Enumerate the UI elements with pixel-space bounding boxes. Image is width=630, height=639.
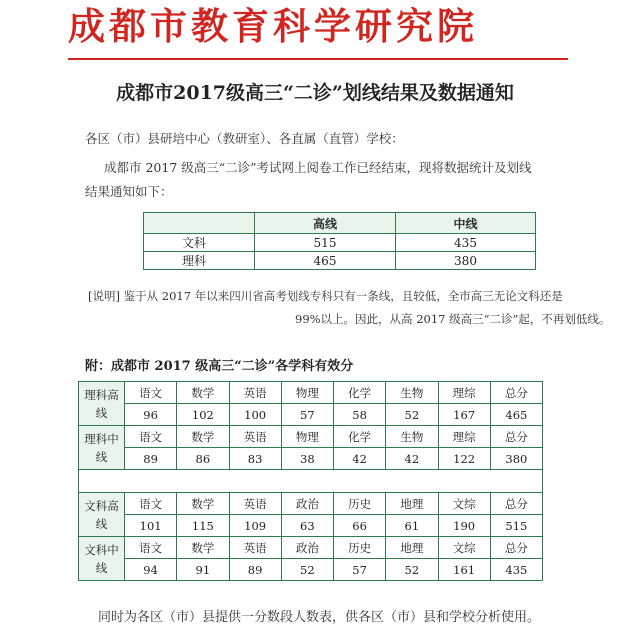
score-cell: 122: [438, 448, 490, 470]
subject-cell: 政治: [281, 537, 333, 559]
score-value-row: [79, 559, 543, 581]
score-cell: 86: [177, 448, 229, 470]
score-cell: 102: [177, 404, 229, 426]
score-subject-row: [79, 493, 543, 515]
subject-cell: 英语: [229, 426, 281, 448]
cutoff-cell: 465: [255, 252, 396, 270]
subject-cell: 地理: [386, 537, 438, 559]
score-subject-row: [79, 426, 543, 448]
cutoff-cell: 380: [396, 252, 536, 270]
score-subject-row: [79, 537, 543, 559]
footer-text: 同时为各区（市）县提供一分数段人数表，供各区（市）县和学校分析使用。: [98, 610, 541, 625]
score-cell: 515: [490, 515, 542, 537]
note-line-1: [说明] 鉴于从 2017 年以来四川省高考划线专科只有一条线，且较低，全市高三无论文科还是: [88, 289, 563, 303]
subject-cell: 生物: [386, 382, 438, 404]
score-cell: 89: [125, 448, 177, 470]
score-cell: 161: [438, 559, 490, 581]
score-cell: 435: [490, 559, 542, 581]
score-cell: 57: [281, 404, 333, 426]
subject-cell: 生物: [386, 426, 438, 448]
subject-cell: 英语: [229, 382, 281, 404]
cutoff-cell: 515: [255, 234, 396, 252]
score-cell: 58: [334, 404, 386, 426]
subject-cell: 语文: [125, 493, 177, 515]
cutoff-header-blank: [144, 213, 255, 234]
subject-cell: 文综: [438, 537, 490, 559]
score-cell: 61: [386, 515, 438, 537]
body-text-line-1: 成都市 2017 级高三“二诊”考试网上阅卷工作已经结束，现将数据统计及划线: [104, 160, 532, 175]
cutoff-table-header: [144, 213, 536, 234]
score-cell: 465: [490, 404, 542, 426]
subject-cell: 语文: [125, 426, 177, 448]
score-cell: 42: [334, 448, 386, 470]
subject-cell: 历史: [334, 537, 386, 559]
subject-cell: 数学: [177, 382, 229, 404]
score-cell: 57: [334, 559, 386, 581]
spacer-cell: [79, 470, 543, 493]
subject-cell: 总分: [490, 382, 542, 404]
score-cell: 94: [125, 559, 177, 581]
subject-cell: 英语: [229, 537, 281, 559]
subject-cell: 英语: [229, 493, 281, 515]
subject-cell: 总分: [490, 537, 542, 559]
score-value-row: [79, 515, 543, 537]
score-cell: 115: [177, 515, 229, 537]
score-cell: 101: [125, 515, 177, 537]
score-subject-row: [79, 382, 543, 404]
cutoff-cell: 435: [396, 234, 536, 252]
document-title: 成都市2017级高三“二诊”划线结果及数据通知: [116, 82, 514, 104]
subject-cell: 地理: [386, 493, 438, 515]
salutation: 各区（市）县研培中心（教研室）、各直属（直管）学校：: [85, 131, 404, 146]
score-cell: 83: [229, 448, 281, 470]
letterhead: [0, 0, 630, 58]
row-group-label: 文科中线: [79, 537, 125, 581]
organization-name: 成都市教育科学研究院: [68, 4, 478, 48]
subject-cell: 语文: [125, 537, 177, 559]
row-group-label: 理科高线: [79, 382, 125, 426]
body-text-line-2: 结果通知如下：: [85, 184, 173, 199]
subject-cell: 物理: [281, 382, 333, 404]
score-cell: 100: [229, 404, 281, 426]
row-group-label: 理科中线: [79, 426, 125, 470]
score-cell: 380: [490, 448, 542, 470]
cutoff-table: [143, 212, 536, 270]
subject-cell: 化学: [334, 426, 386, 448]
score-cell: 109: [229, 515, 281, 537]
subject-cell: 物理: [281, 426, 333, 448]
score-cell: 96: [125, 404, 177, 426]
score-cell: 42: [386, 448, 438, 470]
appendix-title: 附：成都市 2017 级高三“二诊”各学科有效分: [85, 359, 354, 374]
subject-score-table: [78, 381, 543, 581]
letterhead-rule: [68, 58, 568, 60]
subject-cell: 理综: [438, 382, 490, 404]
table-spacer-row: [79, 470, 543, 493]
score-cell: 91: [177, 559, 229, 581]
cutoff-row-label: 文科: [144, 234, 255, 252]
subject-cell: 数学: [177, 493, 229, 515]
subject-cell: 化学: [334, 382, 386, 404]
subject-cell: 历史: [334, 493, 386, 515]
subject-cell: 语文: [125, 382, 177, 404]
score-cell: 52: [386, 559, 438, 581]
cutoff-row-label: 理科: [144, 252, 255, 270]
subject-cell: 文综: [438, 493, 490, 515]
note-line-2: 99%以上。因此，从高 2017 级高三“二诊”起，不再划低线。: [295, 312, 611, 326]
subject-cell: 总分: [490, 426, 542, 448]
score-cell: 52: [386, 404, 438, 426]
subject-cell: 数学: [177, 537, 229, 559]
score-cell: 190: [438, 515, 490, 537]
row-group-label: 文科高线: [79, 493, 125, 537]
score-value-row: [79, 404, 543, 426]
score-cell: 66: [334, 515, 386, 537]
score-value-row: [79, 448, 543, 470]
subject-cell: 数学: [177, 426, 229, 448]
score-cell: 38: [281, 448, 333, 470]
cutoff-row-arts: [144, 234, 536, 252]
cutoff-header-high: 高线: [255, 213, 396, 234]
score-cell: 167: [438, 404, 490, 426]
cutoff-header-mid: 中线: [396, 213, 536, 234]
score-cell: 89: [229, 559, 281, 581]
score-cell: 63: [281, 515, 333, 537]
subject-cell: 政治: [281, 493, 333, 515]
score-cell: 52: [281, 559, 333, 581]
cutoff-row-science: [144, 252, 536, 270]
subject-cell: 理综: [438, 426, 490, 448]
subject-cell: 总分: [490, 493, 542, 515]
